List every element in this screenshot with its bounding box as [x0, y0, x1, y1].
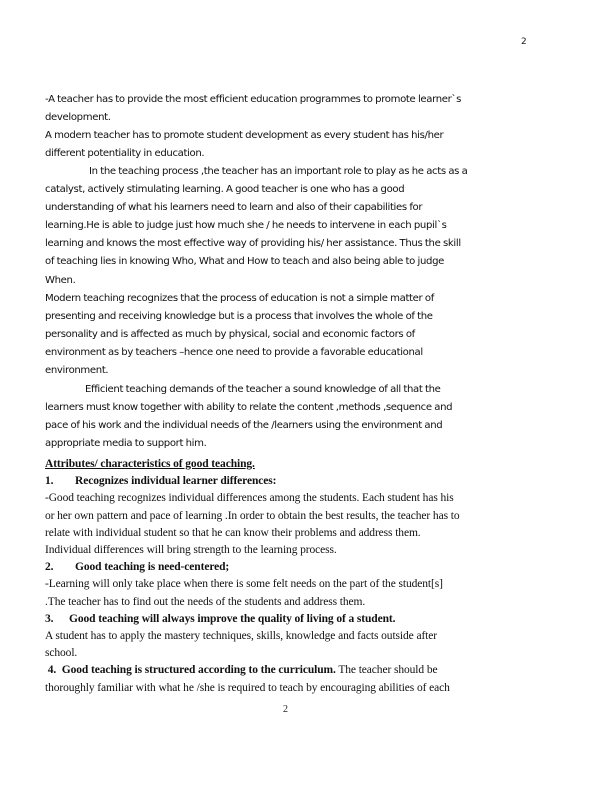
text-line: When.: [45, 274, 76, 286]
text-line: -A teacher has to provide the most efficient education programmes to promote learner`s: [45, 94, 462, 105]
text-line: presenting and receiving knowledge but is a process that involves the whole of the: [45, 311, 433, 323]
item-number: 3.: [45, 612, 54, 625]
text-line: Individual differences will bring strength to the learning process.: [45, 544, 337, 557]
attribute-item-1-title: [45, 473, 535, 490]
page-number-header: 2: [521, 37, 527, 47]
item-title: Recognizes individual learner differences:: [75, 475, 277, 488]
text-line: development.: [45, 112, 111, 124]
text-line: different potentiality in education.: [45, 148, 205, 160]
text-line: of teaching lies in knowing Who, What and How to teach and also being able to judge: [45, 256, 445, 268]
text-line: A student has to apply the mastery techniques, skills, knowledge and facts outside after: [45, 630, 438, 643]
item-number: 4.: [47, 664, 57, 677]
text-line: learners must know together with ability to relate the content ,methods ,sequence and: [45, 402, 453, 414]
text-line: school.: [45, 647, 78, 660]
page-number-footer: 2: [283, 704, 288, 715]
item-number: 1.: [45, 475, 54, 488]
text-line: catalyst, actively stimulating learning. A good teacher is one who has a good: [45, 184, 405, 196]
text-line: personality and is affected as much by physical, social and economic factors of: [45, 329, 415, 341]
text-line: Modern teaching recognizes that the process of education is not a simple matter of: [45, 293, 434, 304]
text-line: thoroughly familiar with what he /she is required to teach by encouraging abilities of each: [45, 681, 450, 694]
item-title: Good teaching is need-centered;: [75, 561, 230, 574]
item-number: 2.: [45, 561, 54, 574]
intro-paragraph-2: [45, 127, 535, 163]
text-line: learning.He is able to judge just how much she / he needs to intervene in each pupil`s: [45, 220, 447, 232]
text-line: relate with individual student so that he can know their problems and address them.: [45, 526, 421, 539]
text-line: -Learning will only take place when there is some felt needs on the part of the student[s]: [45, 578, 443, 591]
text-line: appropriate media to support him.: [45, 438, 207, 450]
text-line: -Good teaching recognizes individual differences among the students. Each student has his: [45, 492, 454, 505]
intro-paragraph-3: [45, 163, 535, 290]
attribute-item-2-title: [45, 559, 535, 576]
intro-paragraph-5: [45, 381, 535, 453]
attribute-item-4-title: [45, 662, 535, 679]
item-title-tail: The teacher should be: [335, 664, 438, 677]
attribute-item-3-title: [45, 611, 535, 628]
text-line: or her own pattern and pace of learning .In order to obtain the best results, the teacher has to: [45, 509, 460, 522]
item-title: Good teaching will always improve the quality of living of a student.: [69, 612, 396, 625]
text-line: pace of his work and the individual needs of the /learners using the environment and: [45, 420, 443, 432]
attributes-section: [45, 456, 535, 697]
text-line: environment.: [45, 365, 109, 377]
text-line: Efficient teaching demands of the teacher a sound knowledge of all that the: [85, 384, 441, 395]
item-title: Good teaching is structured according to the curriculum.: [61, 664, 336, 677]
text-line: understanding of what his learners need to learn and also of their capabilities for: [45, 202, 423, 214]
text-line: In the teaching process ,the teacher has an important role to play as he acts as a: [89, 166, 468, 177]
text-line: .The teacher has to find out the needs of the students and address them.: [45, 595, 366, 608]
section-heading: Attributes/ characteristics of good teaching.: [45, 458, 255, 470]
text-line: environment as by teachers –hence one need to provide a favorable educational: [45, 347, 423, 359]
text-line: A modern teacher has to promote student development as every student has his/her: [45, 130, 444, 141]
text-line: learning and knows the most effective way of providing his/ her assistance. Thus the skill: [45, 238, 461, 250]
intro-paragraph-4: [45, 290, 535, 380]
intro-paragraph-1: [45, 91, 535, 127]
